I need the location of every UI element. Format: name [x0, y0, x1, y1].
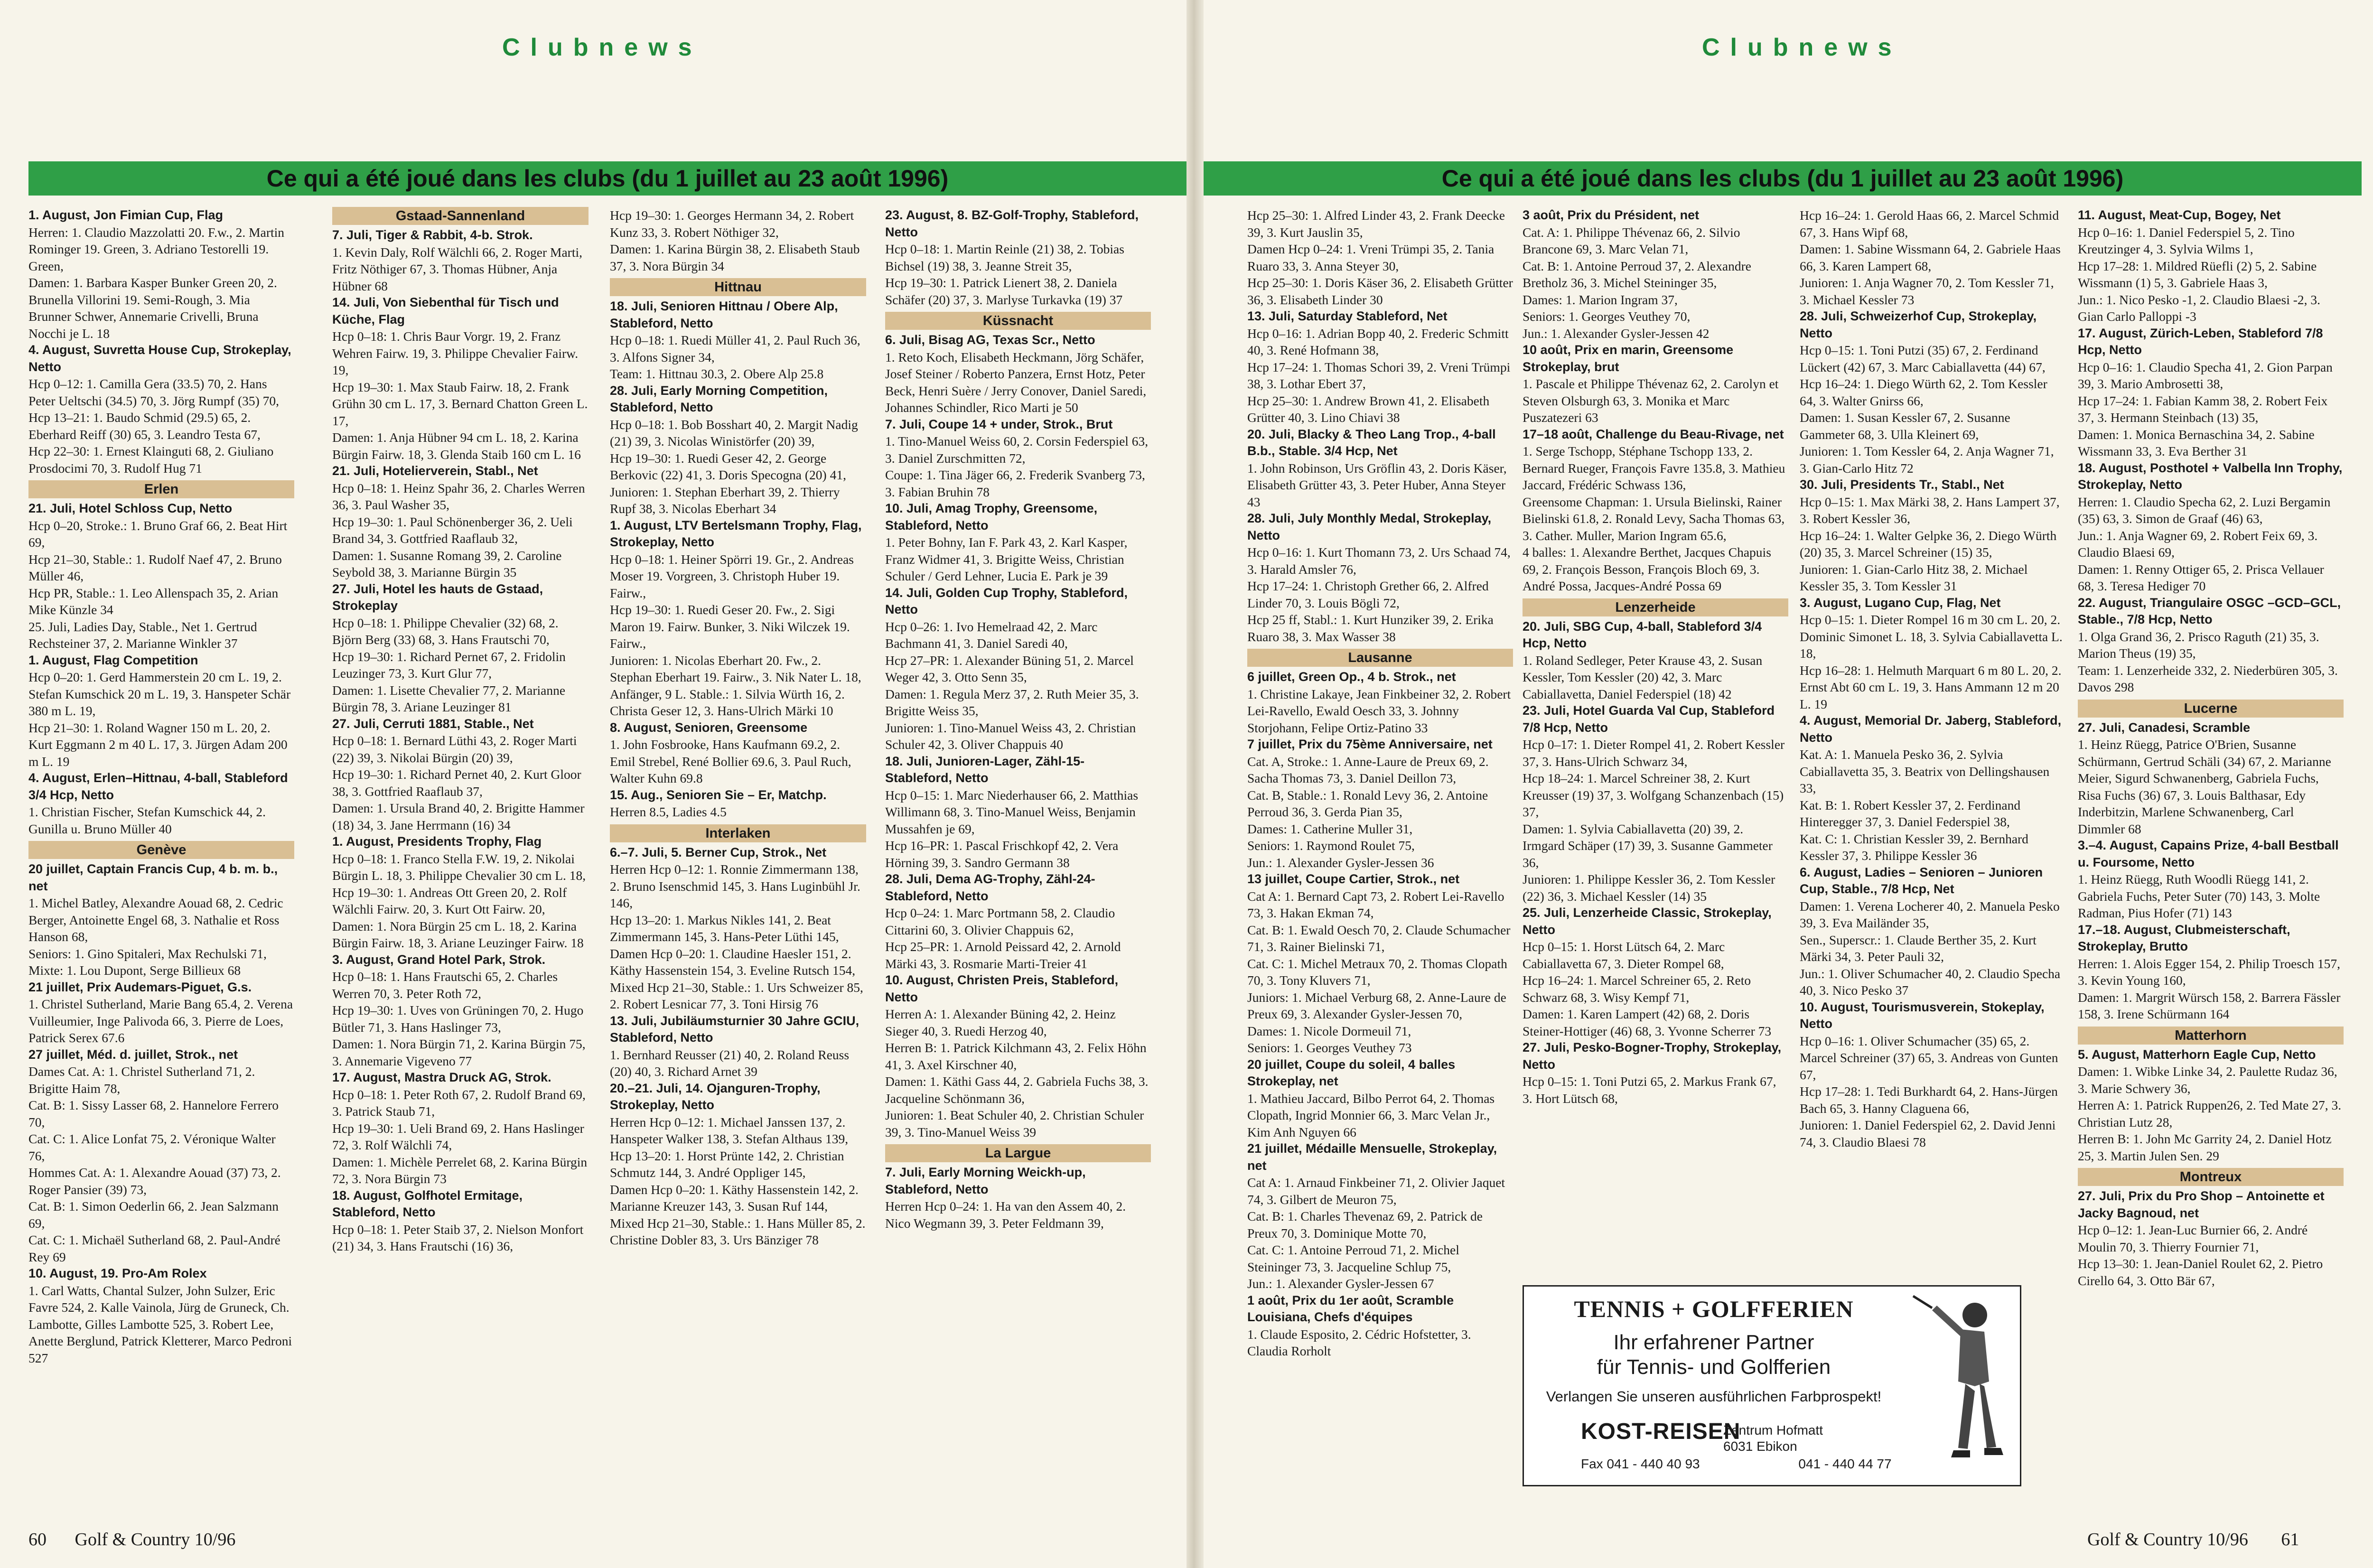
result-text: 4 balles: 1. Alexandre Berthet, Jacques Chapuis 69, 2. François Besson, François Bloch 69, 3. André Possa, Jacques-André Possa 69: [1523, 545, 1771, 593]
result-heading: 13. Juli, Jubiläumsturnier 30 Jahre GCIU, Stableford, Netto: [610, 1013, 860, 1045]
club-heading-matterhorn: Matterhorn: [2078, 1027, 2344, 1045]
result-heading: 27 juillet, Méd. d. juillet, Strok., net: [28, 1047, 238, 1062]
result-heading: 13. Juli, Saturday Stableford, Net: [1247, 309, 1448, 323]
club-heading-lenzerheide: Lenzerheide: [1523, 598, 1788, 616]
result-text: Hcp 0–18: 1. Peter Roth 67, 2. Rudolf Brand 69, 3. Patrick Staub 71,: [332, 1087, 586, 1119]
result-text: Hcp 16–24: 1. Gerold Haas 66, 2. Marcel Schmid 67, 3. Hans Wipf 68,: [1800, 208, 2059, 240]
result-text: Cat. B, Stable.: 1. Ronald Levy 36, 2. Antoine Perroud 36, 3. Gerda Pian 35,: [1247, 787, 1488, 819]
result-text: Anfänger, 9 L. Stable.: 1. Silvia Würth 16, 2. Christa Geser 12, 3. Hans-Ulrich Märki 10: [610, 686, 845, 718]
result-heading: 6.–7. Juli, 5. Berner Cup, Strok., Net: [610, 845, 827, 859]
result-text: Herren B: 1. John Mc Garrity 24, 2. Daniel Hotz 25, 3. Martin Julen Sen. 29: [2078, 1131, 2332, 1163]
club-heading-hittnau: Hittnau: [610, 278, 866, 296]
result-text: Dames: 1. Nicole Dormeuil 71,: [1247, 1023, 1411, 1038]
column-8: [2078, 207, 2344, 1289]
result-heading: 20. Juli, Blacky & Theo Lang Trop., 4-ball B.b., Stable. 3/4 Hcp, Net: [1247, 427, 1496, 458]
golfer-illustration: [1904, 1291, 2013, 1479]
result-text: Hcp 0–18: 1. Heiner Spörri 19. Gr., 2. Andreas Moser 19. Vorgreen, 3. Christoph Huber 19. Fairw.,: [610, 551, 854, 600]
result-text: Jun.: 1. Anja Wagner 69, 2. Robert Feix 69, 3. Claudio Blaesi 69,: [2078, 528, 2318, 560]
result-text: 1. Bernhard Reusser (21) 40, 2. Roland Reuss (20) 40, 3. Richard Arnet 39: [610, 1047, 850, 1079]
result-text: Herren Hcp 0–24: 1. Ha van den Assem 40, 2. Nico Wegmann 39, 3. Peter Feldmann 39,: [885, 1199, 1126, 1231]
result-text: 1. John Fosbrooke, Hans Kaufmann 69.2, 2. Emil Strebel, René Bollier 69.6, 3. Paul Ruch, Walter Kuhn 69.8: [610, 737, 851, 785]
result-heading: 30. Juli, Presidents Tr., Stabl., Net: [1800, 477, 2004, 492]
result-text: Hcp 0–17: 1. Dieter Rompel 41, 2. Robert Kessler 37, 3. Hans-Ulrich Schwarz 34,: [1523, 737, 1785, 769]
result-text: Coupe: 1. Tina Jäger 66, 2. Frederik Svanberg 73, 3. Fabian Bruhin 78: [885, 467, 1145, 499]
result-text: Hcp 16–28: 1. Helmuth Marquart 6 m 80 L. 20, 2. Ernst Abt 60 cm L. 19, 3. Hans Ammann 12 m 20 L. 19: [1800, 663, 2062, 711]
result-heading: 14. Juli, Von Siebenthal für Tisch und Küche, Flag: [332, 295, 559, 327]
result-heading: 23. August, 8. BZ-Golf-Trophy, Stableford, Netto: [885, 208, 1139, 239]
result-text: Seniors: 1. Georges Veuthey 70,: [1523, 309, 1691, 324]
ad-phone: 041 - 440 44 77: [1798, 1456, 1892, 1471]
ad-tagline-line2: für Tennis- und Golfferien: [1597, 1355, 1831, 1379]
result-text: 1. Christel Sutherland, Marie Bang 65.4, 2. Verena Vuilleumier, Inge Palivoda 66, 3. Pierre de Loes, Patrick Serex 67.6: [28, 997, 293, 1045]
column-3: [610, 207, 866, 1249]
result-text: 1. Roland Sedleger, Peter Krause 43, 2. Susan Kessler, Tom Kessler (20) 42, 3. Marc Cabiallavetta, Daniel Federspiel (18) 42: [1523, 653, 1763, 701]
result-text: Hcp 0–20: 1. Gerd Hammerstein 20 cm L. 19, 2. Stefan Kumschick 20 m L. 19, 3. Hanspeter Schär 380 m L. 19,: [28, 670, 291, 718]
result-text: 1. Carl Watts, Chantal Sulzer, John Sulzer, Eric Favre 524, 2. Kalle Vainola, Jürg de Gruneck, Ch. Lambotte, Gilles Lambotte 525, 3. Robert Lee, Anette Berglund, Patrick Kletterer, Marco Pedroni 527: [28, 1283, 292, 1365]
result-text: Hcp 0–15: 1. Marc Niederhauser 66, 2. Matthias Willimann 68, 3. Tino-Manuel Weiss, Benjamin Mussahfen je 69,: [885, 787, 1139, 836]
result-text: Hcp 17–28: 1. Tedi Burkhardt 64, 2. Hans-Jürgen Bach 65, 3. Hanny Claguena 66,: [1800, 1084, 2058, 1116]
result-text: Cat. C: 1. Antoine Perroud 71, 2. Michel Steininger 73, 3. Jacqueline Schlup 75,: [1247, 1242, 1459, 1274]
result-text: Mixte: 1. Lou Dupont, Serge Billieux 68: [28, 963, 241, 978]
result-text: Junioren: 1. Daniel Federspiel 62, 2. David Jenni 74, 3. Claudio Blaesi 78: [1800, 1118, 2056, 1149]
result-heading: 14. Juli, Golden Cup Trophy, Stableford, Netto: [885, 585, 1128, 616]
result-heading: 10. August, 19. Pro-Am Rolex: [28, 1266, 207, 1280]
club-heading-montreux: Montreux: [2078, 1168, 2344, 1186]
result-text: Hcp 0–18: 1. Chris Baur Vorgr. 19, 2. Franz Wehren Fairw. 19, 3. Philippe Chevalier Fairw. 19,: [332, 329, 579, 377]
result-text: Hcp 0–16: 1. Claudio Specha 41, 2. Gion Parpan 39, 3. Mario Ambrosetti 38,: [2078, 359, 2333, 391]
result-text: Damen: 1. Karina Bürgin 38, 2. Elisabeth Staub 37, 3. Nora Bürgin 34: [610, 242, 860, 273]
result-text: Damen: 1. Barbara Kasper Bunker Green 20, 2. Brunella Villorini 19. Semi-Rough, 3. Mia Brunner Schwer, Annemarie Crivelli, Bruna Nocchi je L. 18: [28, 275, 277, 341]
result-heading: 27. Juli, Prix du Pro Shop – Antoinette et Jacky Bagnoud, net: [2078, 1189, 2325, 1220]
result-heading: 18. August, Posthotel + Valbella Inn Trophy, Strokeplay, Netto: [2078, 460, 2343, 492]
result-text: Damen Hcp 0–20: 1. Claudine Haesler 151, 2. Käthy Hassenstein 154, 3. Eveline Rutsch 154,: [610, 946, 856, 978]
result-text: Hcp 13–20: 1. Horst Prünte 142, 2. Christian Schmutz 144, 3. André Oppliger 145,: [610, 1148, 844, 1180]
result-text: Herren 8.5, Ladies 4.5: [610, 804, 727, 819]
magazine-title: Golf & Country 10/96: [75, 1530, 236, 1549]
result-heading: 10. August, Tourismusverein, Stokeplay, Netto: [1800, 999, 2045, 1031]
result-text: 1. Peter Bohny, Ian F. Park 43, 2. Karl Kasper, Franz Widmer 41, 3. Brigitte Weiss, Christian Schuler / Gerd Lehner, Lucia E. Park je 39: [885, 535, 1128, 583]
result-heading: 1. August, LTV Bertelsmann Trophy, Flag, Strokeplay, Netto: [610, 518, 862, 549]
result-heading: 17. August, Mastra Druck AG, Strok.: [332, 1070, 551, 1084]
club-heading-erlen: Erlen: [28, 480, 294, 498]
result-text: Seniors: 1. Raymond Roulet 75,: [1247, 838, 1415, 853]
result-heading: 7. Juli, Early Morning Weickh-up, Stableford, Netto: [885, 1165, 1086, 1196]
result-text: 1. Pascale et Philippe Thévenaz 62, 2. Carolyn et Steven Olsburgh 63, 3. Monika et Marc Puszatezeri 63: [1523, 376, 1779, 425]
result-text: Juniors: 1. Michael Verburg 68, 2. Anne-Laure de Preux 69, 3. Alexander Gysler-Jessen 70,: [1247, 989, 1506, 1021]
result-text: Mixed Hcp 21–30, Stable.: 1. Hans Müller 85, 2. Christine Dobler 83, 3. Urs Bänziger 78: [610, 1215, 866, 1247]
ad-contact: [1581, 1456, 1892, 1472]
result-text: Hcp 0–26: 1. Ivo Hemelraad 42, 2. Marc Bachmann 41, 3. Daniel Saredi 40,: [885, 619, 1098, 651]
result-heading: 10. Juli, Amag Trophy, Greensome, Stableford, Netto: [885, 501, 1098, 532]
result-text: Damen: 1. Wibke Linke 34, 2. Paulette Rudaz 36, 3. Marie Schwery 36,: [2078, 1064, 2337, 1096]
result-text: Junioren: 1. Philippe Kessler 36, 2. Tom Kessler (22) 36, 3. Michael Kessler (14) 35: [1523, 872, 1775, 904]
result-heading: 28. Juli, July Monthly Medal, Strokeplay, Netto: [1247, 511, 1492, 542]
result-text: Hcp 13–21: 1. Baudo Schmid (29.5) 65, 2. Eberhard Reiff (30) 65, 3. Leandro Testa 67,: [28, 410, 261, 442]
club-heading-interlaken: Interlaken: [610, 824, 866, 842]
result-text: Damen: 1. Lisette Chevalier 77, 2. Marianne Bürgin 78, 3. Ariane Leuzinger 81: [332, 682, 566, 714]
result-heading: 11. August, Meat-Cup, Bogey, Net: [2078, 208, 2281, 222]
result-text: Hcp 0–18: 1. Bob Bosshart 40, 2. Margit Nadig (21) 39, 3. Nicolas Winistörfer (20) 39,: [610, 417, 858, 448]
section-banner: Ce qui a été joué dans les clubs (du 1 juillet au 23 août 1996): [28, 161, 1186, 196]
result-text: Junioren: 1. Anja Wagner 70, 2. Tom Kessler 71, 3. Michael Kessler 73: [1800, 275, 2054, 307]
result-text: Hcp 25–30: 1. Alfred Linder 43, 2. Frank Deecke 39, 3. Kurt Jauslin 35,: [1247, 208, 1505, 240]
page-footer-left: [28, 1529, 235, 1550]
result-text: Cat. A, Stroke.: 1. Anne-Laure de Preux 69, 2. Sacha Thomas 73, 3. Daniel Deillon 73,: [1247, 754, 1489, 785]
result-text: 1. Christian Fischer, Stefan Kumschick 44, 2. Gunilla u. Bruno Müller 40: [28, 804, 266, 836]
result-heading: 3 août, Prix du Président, net: [1523, 208, 1700, 222]
result-text: Hcp 0–15: 1. Toni Putzi (35) 67, 2. Ferdinand Lückert (42) 67, 3. Marc Cabiallavetta (44) 67,: [1800, 343, 2046, 374]
result-heading: 20.–21. Juli, 14. Ojanguren-Trophy, Strokeplay, Netto: [610, 1081, 821, 1112]
result-text: Hcp 25–PR: 1. Arnold Peissard 42, 2. Arnold Märki 43, 3. Rosmarie Marti-Treier 41: [885, 939, 1121, 971]
result-text: 1. Olga Grand 36, 2. Prisco Raguth (21) 35, 3. Marion Theus (19) 35,: [2078, 629, 2319, 661]
result-text: 1. Kevin Daly, Rolf Wälchli 66, 2. Roger Marti, Fritz Nöthiger 67, 3. Thomas Hübner, Anja Hübner 68: [332, 244, 582, 293]
ad-tagline: [1533, 1330, 1894, 1380]
ad-fax: Fax 041 - 440 40 93: [1581, 1456, 1700, 1471]
result-text: Team: 1. Hittnau 30.3, 2. Obere Alp 25.8: [610, 366, 824, 381]
result-text: Cat. C: 1. Alice Lonfat 75, 2. Véronique Walter 76,: [28, 1131, 276, 1163]
result-heading: 27. Juli, Pesko-Bogner-Trophy, Strokeplay, Netto: [1523, 1040, 1782, 1072]
result-text: Hcp 16–24: 1. Diego Würth 62, 2. Tom Kessler 64, 3. Walter Gnirss 66,: [1800, 376, 2047, 408]
result-text: Damen: 1. Sabine Wissmann 64, 2. Gabriele Haas 66, 3. Karen Lampert 68,: [1800, 242, 2061, 273]
result-text: Jun.: 1. Nico Pesko -1, 2. Claudio Blaesi -2, 3. Gian Carlo Palloppi -3: [2078, 292, 2321, 324]
result-text: Junioren: 1. Beat Schuler 40, 2. Christian Schuler 39, 3. Tino-Manuel Weiss 39: [885, 1108, 1144, 1139]
result-text: Hcp 19–30: 1. Uves von Grüningen 70, 2. Hugo Bütler 71, 3. Hans Haslinger 73,: [332, 1003, 584, 1035]
result-text: Kat. B: 1. Robert Kessler 37, 2. Ferdinand Hinteregger 37, 3. Daniel Federspiel 38,: [1800, 797, 2021, 829]
result-text: 1. Tino-Manuel Weiss 60, 2. Corsin Federspiel 63, 3. Daniel Zurschmitten 72,: [885, 434, 1149, 466]
result-text: Junioren: 1. Gian-Carlo Hitz 38, 2. Michael Kessler 35, 3. Tom Kessler 31: [1800, 561, 2028, 593]
result-text: Hcp 0–16: 1. Adrian Bopp 40, 2. Frederic Schmitt 40, 3. René Hofmann 38,: [1247, 326, 1509, 357]
result-heading: 4. August, Memorial Dr. Jaberg, Stableford, Netto: [1800, 713, 2062, 745]
result-heading: 20 juillet, Coupe du soleil, 4 balles Strokeplay, net: [1247, 1057, 1456, 1088]
result-text: Damen Hcp 0–20: 1. Käthy Hassenstein 142, 2. Marianne Kreuzer 143, 3. Susan Ruf 144,: [610, 1182, 859, 1213]
result-text: Cat. C: 1. Michel Metraux 70, 2. Thomas Clopath 70, 3. Tony Kluvers 71,: [1247, 956, 1507, 988]
result-text: 1. Heinz Rüegg, Patrice O'Brien, Susanne Schürmann, Gertrud Schäli (34) 67, 2. Marianne Meier, Sigurd Schwanenberg, Gabriela Fuchs, Risa Fuchs (36) 67, 3. Louis Balthasar, Edy Inderbitzin, Marlene Schwanenberg, Carl Dimmler 68: [2078, 737, 2331, 836]
result-text: Hcp 17–28: 1. Mildred Rüefli (2) 5, 2. Sabine Wissmann (1) 5, 3. Gabriele Haas 3,: [2078, 258, 2317, 290]
result-text: Jun.: 1. Alexander Gysler-Jessen 67: [1247, 1276, 1434, 1291]
result-text: Jun.: 1. Alexander Gysler-Jessen 42: [1523, 326, 1710, 341]
result-text: Hcp 21–30, Stable.: 1. Rudolf Naef 47, 2. Bruno Müller 46,: [28, 551, 282, 583]
result-text: Hcp 0–16: 1. Oliver Schumacher (35) 65, 2. Marcel Schreiner (37) 65, 3. Andreas von Gunten 67,: [1800, 1033, 2058, 1082]
result-text: Hcp 16–24: 1. Walter Gelpke 36, 2. Diego Würth (20) 35, 3. Marcel Schreiner (15) 35,: [1800, 528, 2057, 560]
result-text: Cat A: 1. Bernard Capt 73, 2. Robert Lei-Ravello 73, 3. Hakan Ekman 74,: [1247, 888, 1504, 920]
result-heading: 20. Juli, SBG Cup, 4-ball, Stableford 3/4 Hcp, Netto: [1523, 619, 1762, 650]
result-text: Hcp 25 ff, Stabl.: 1. Kurt Hunziker 39, 2. Erika Ruaro 38, 3. Max Wasser 38: [1247, 612, 1494, 644]
page-gutter: [1186, 0, 1204, 1568]
ad-address-line1: Zentrum Hofmatt: [1723, 1423, 1823, 1437]
result-text: 25. Juli, Ladies Day, Stable., Net 1. Gertrud Rechsteiner 37, 2. Marianne Winkler 37: [28, 619, 257, 651]
result-heading: 10. August, Christen Preis, Stableford, Netto: [885, 973, 1119, 1004]
result-text: Junioren: 1. Stephan Eberhart 39, 2. Thierry Rupf 38, 3. Nicolas Eberhart 34: [610, 484, 840, 516]
result-heading: 17.–18. August, Clubmeisterschaft, Strokeplay, Brutto: [2078, 922, 2290, 953]
result-text: Herren: 1. Claudio Specha 62, 2. Luzi Bergamin (35) 63, 3. Simon de Graaf (46) 63,: [2078, 494, 2331, 526]
result-text: 1. Claude Esposito, 2. Cédric Hofstetter, 3. Claudia Rorholt: [1247, 1326, 1471, 1358]
result-text: Jun.: 1. Oliver Schumacher 40, 2. Claudio Specha 40, 3. Nico Pesko 37: [1800, 966, 2061, 998]
result-text: Herren A: 1. Alexander Büning 42, 2. Heinz Sieger 40, 3. Ruedi Herzog 40,: [885, 1007, 1116, 1038]
result-heading: 7. Juli, Coupe 14 + under, Strok., Brut: [885, 417, 1113, 431]
result-heading: 1. August, Presidents Trophy, Flag: [332, 834, 542, 849]
result-text: Hcp 0–18: 1. Franco Stella F.W. 19, 2. Nikolai Bürgin L. 18, 3. Philippe Chevalier 30 cm L. 18,: [332, 851, 586, 883]
result-text: Damen: 1. Verena Locherer 40, 2. Manuela Pesko 39, 3. Eva Mailänder 35,: [1800, 898, 2060, 930]
result-text: Hcp 19–30: 1. Patrick Lienert 38, 2. Daniela Schäfer (20) 37, 3. Marlyse Turkavka (19) 37: [885, 275, 1123, 307]
result-heading: 17. August, Zürich-Leben, Stableford 7/8 Hcp, Netto: [2078, 326, 2323, 357]
result-text: Damen Hcp 0–24: 1. Vreni Trümpi 35, 2. Tania Ruaro 33, 3. Anna Steyer 30,: [1247, 242, 1495, 273]
result-text: Hcp 0–15: 1. Toni Putzi 65, 2. Markus Frank 67, 3. Hort Lütsch 68,: [1523, 1074, 1776, 1106]
column-1: [28, 207, 294, 1366]
club-heading-geneve: Genève: [28, 841, 294, 859]
result-heading: 3. August, Grand Hotel Park, Strok.: [332, 952, 546, 967]
left-page: [0, 0, 1186, 1568]
result-text: Hcp 27–PR: 1. Alexander Büning 51, 2. Marcel Weger 42, 3. Otto Senn 35,: [885, 653, 1134, 684]
result-text: Herren Hcp 0–12: 1. Ronnie Zimmermann 138, 2. Bruno Isenschmid 145, 3. Hans Luginbühl Jr. 146,: [610, 862, 860, 910]
result-heading: 7. Juli, Tiger & Rabbit, 4-b. Strok.: [332, 228, 533, 242]
result-text: Herren: 1. Claudio Mazzolatti 20. F.w., 2. Martin Rominger 19. Green, 3. Adriano Testorelli 19. Green,: [28, 224, 285, 273]
result-text: Cat. C: 1. Michaël Sutherland 68, 2. Paul-André Rey 69: [28, 1232, 280, 1264]
result-heading: 4. August, Suvretta House Cup, Strokeplay, Netto: [28, 343, 291, 374]
result-heading: 6 juillet, Green Op., 4 b. Strok., net: [1247, 670, 1456, 684]
result-heading: 17–18 août, Challenge du Beau-Rivage, net: [1523, 427, 1784, 441]
page-number: 60: [28, 1530, 47, 1549]
result-text: Hcp 13–30: 1. Jean-Daniel Roulet 62, 2. Pietro Cirello 64, 3. Otto Bär 67,: [2078, 1256, 2323, 1288]
result-text: Hcp 0–12: 1. Jean-Luc Burnier 66, 2. André Moulin 70, 3. Thierry Fournier 71,: [2078, 1223, 2308, 1254]
club-heading-gstaad: Gstaad-Sannenland: [332, 207, 589, 225]
result-heading: 6. August, Ladies – Senioren – Junioren Cup, Stable., 7/8 Hcp, Net: [1800, 865, 2043, 896]
page-footer-right: [2087, 1529, 2299, 1550]
result-text: Dames: 1. Marion Ingram 37,: [1523, 292, 1678, 307]
result-text: Greensome Chapman: 1. Ursula Bielinski, Rainer Bielinski 61.8, 2. Ronald Levy, Sacha Thomas 63, 3. Cather. Muller, Marion Ingram 65.6,: [1523, 494, 1785, 543]
result-text: Hcp 16–PR: 1. Pascal Frischkopf 42, 2. Vera Hörning 39, 3. Sandro Germann 38: [885, 838, 1119, 870]
result-text: 1. Mathieu Jaccard, Bilbo Perrot 64, 2. Thomas Clopath, Ingrid Monnier 66, 3. Marc Velan Jr., Kim Anh Nguyen 66: [1247, 1091, 1495, 1139]
result-text: 1. Heinz Rüegg, Ruth Woodli Rüegg 141, 2. Gabriela Fuchs, Peter Suter (70) 143, 3. Molte Radman, Pius Hofer (71) 143: [2078, 872, 2320, 920]
result-text: Herren Hcp 0–12: 1. Michael Janssen 137, 2. Hanspeter Walker 138, 3. Stefan Althaus 139,: [610, 1114, 849, 1146]
result-text: Hcp 19–30: 1. Paul Schönenberger 36, 2. Ueli Brand 34, 3. Gottfried Raaflaub 32,: [332, 514, 573, 546]
result-text: Hcp 16–24: 1. Marcel Schreiner 65, 2. Reto Schwarz 68, 3. Wisy Kempf 71,: [1523, 973, 1751, 1005]
club-heading-kussnacht: Küssnacht: [885, 312, 1151, 330]
result-text: Hcp 0–18: 1. Bernard Lüthi 43, 2. Roger Marti (22) 39, 3. Nikolai Bürgin (20) 39,: [332, 733, 577, 765]
result-heading: 21. Juli, Hotel Schloss Cup, Netto: [28, 501, 233, 515]
result-text: Hcp 0–24: 1. Marc Portmann 58, 2. Claudio Cittarini 60, 3. Olivier Chappuis 62,: [885, 905, 1115, 937]
section-banner: Ce qui a été joué dans les clubs (du 1 juillet au 23 août 1996): [1204, 161, 2362, 196]
clubnews-heading: Clubnews: [1702, 34, 1902, 61]
result-text: Hcp 19–30: 1. Georges Hermann 34, 2. Robert Kunz 33, 3. Robert Nöthiger 32,: [610, 208, 854, 240]
column-2: [332, 207, 589, 1255]
result-text: Damen: 1. Margrit Würsch 158, 2. Barrera Fässler 158, 3. Irene Schürmann 164: [2078, 989, 2341, 1021]
result-text: Kat. C: 1. Christian Kessler 39, 2. Bernhard Kessler 37, 3. Philippe Kessler 36: [1800, 831, 2028, 863]
result-text: Herren A: 1. Patrick Ruppen26, 2. Ted Mate 27, 3. Christian Lutz 28,: [2078, 1098, 2342, 1129]
result-heading: 6. Juli, Bisag AG, Texas Scr., Netto: [885, 333, 1095, 347]
result-text: Hcp 25–30: 1. Doris Käser 36, 2. Elisabeth Grütter 36, 3. Elisabeth Linder 30: [1247, 275, 1513, 307]
result-text: Dames: 1. Catherine Muller 31,: [1247, 821, 1413, 836]
result-text: Damen: 1. Käthi Gass 44, 2. Gabriela Fuchs 38, 3. Jacqueline Schönmann 36,: [885, 1074, 1149, 1106]
result-text: Team: 1. Lenzerheide 332, 2. Niederbüren 305, 3. Davos 298: [2078, 663, 2338, 694]
result-text: Hcp 17–24: 1. Fabian Kamm 38, 2. Robert Feix 37, 3. Hermann Steinbach (13) 35,: [2078, 393, 2328, 425]
result-heading: 28. Juli, Early Morning Competition, Stableford, Netto: [610, 383, 828, 414]
column-4: [885, 207, 1151, 1232]
result-text: Cat A: 1. Arnaud Finkbeiner 71, 2. Olivier Jaquet 74, 3. Gilbert de Meuron 75,: [1247, 1175, 1505, 1207]
result-text: Hommes Cat. A: 1. Alexandre Aouad (37) 73, 2. Roger Pansier (39) 73,: [28, 1165, 281, 1197]
result-text: Hcp 0–20, Stroke.: 1. Bruno Graf 66, 2. Beat Hirt 69,: [28, 518, 288, 550]
result-heading: 18. August, Golfhotel Ermitage, Stableford, Netto: [332, 1188, 523, 1219]
result-heading: 22. August, Triangulaire OSGC –GCD–GCL, Stable., 7/8 Hcp, Netto: [2078, 595, 2341, 626]
result-text: Hcp PR, Stable.: 1. Leo Allenspach 35, 2. Arian Mike Künzle 34: [28, 585, 279, 617]
result-text: Hcp 0–15: 1. Max Märki 38, 2. Hans Lampert 37, 3. Robert Kessler 36,: [1800, 494, 2060, 526]
result-text: Hcp 19–30: 1. Ueli Brand 69, 2. Hans Haslinger 72, 3. Rolf Wälchli 74,: [332, 1120, 584, 1152]
result-text: Damen: 1. Michèle Perrelet 68, 2. Karina Bürgin 72, 3. Nora Bürgin 73: [332, 1154, 588, 1186]
result-text: Damen: 1. Karen Lampert (42) 68, 2. Doris Steiner-Hottiger (46) 68, 3. Yvonne Scherrer 73: [1523, 1007, 1772, 1038]
result-text: Hcp 0–18: 1. Philippe Chevalier (32) 68, 2. Björn Berg (33) 68, 3. Hans Frautschi 70,: [332, 615, 559, 647]
result-text: Hcp 0–18: 1. Martin Reinle (21) 38, 2. Tobias Bichsel (19) 38, 3. Jeanne Streit 35,: [885, 242, 1124, 273]
result-heading: 8. August, Senioren, Greensome: [610, 720, 808, 735]
column-6: [1523, 207, 1788, 1107]
result-text: 1. Michel Batley, Alexandre Aouad 68, 2. Cedric Berger, Antoinette Engel 68, 3. Nathalie et Ross Hanson 68,: [28, 896, 283, 944]
result-text: Cat. B: 1. Simon Oederlin 66, 2. Jean Salzmann 69,: [28, 1199, 279, 1231]
result-heading: 23. Juli, Hotel Guarda Val Cup, Stableford 7/8 Hcp, Netto: [1523, 703, 1775, 735]
result-heading: 27. Juli, Hotel les hauts de Gstaad, Strokeplay: [332, 581, 543, 613]
result-text: Hcp 21–30: 1. Roland Wagner 150 m L. 20, 2. Kurt Eggmann 2 m 40 L. 17, 3. Jürgen Adam 200 m L. 19: [28, 720, 288, 769]
magazine-title: Golf & Country 10/96: [2087, 1530, 2248, 1549]
result-text: Damen: 1. Nora Bürgin 25 cm L. 18, 2. Karina Bürgin Fairw. 18, 3. Ariane Leuzinger Fairw. 18: [332, 918, 584, 950]
result-text: Hcp 19–30: 1. Ruedi Geser 42, 2. George Berkovic (22) 41, 3. Doris Specogna (20) 41,: [610, 450, 846, 482]
result-text: Seniors: 1. Gino Spitaleri, Max Rechulski 71,: [28, 946, 267, 961]
result-text: Hcp 18–24: 1. Marcel Schreiner 38, 2. Kurt Kreusser (19) 37, 3. Wolfgang Schanzenbach (15) 37,: [1523, 771, 1784, 819]
result-heading: 15. Aug., Senioren Sie – Er, Matchp.: [610, 787, 827, 802]
result-text: Hcp 25–30: 1. Andrew Brown 41, 2. Elisabeth Grütter 40, 3. Lino Chiavi 38: [1247, 393, 1490, 425]
result-text: Hcp 0–15: 1. Dieter Rompel 16 m 30 cm L. 20, 2. Dominic Simonet L. 18, 3. Sylvia Cabiallavetta L. 18,: [1800, 612, 2063, 661]
result-text: Hcp 0–16: 1. Kurt Thomann 73, 2. Urs Schaad 74, 3. Harald Amsler 76,: [1247, 545, 1511, 577]
result-text: Damen: 1. Ursula Brand 40, 2. Brigitte Hammer (18) 34, 3. Jane Herrmann (16) 34: [332, 801, 585, 832]
club-heading-la-largue: La Largue: [885, 1144, 1151, 1162]
result-text: Damen: 1. Susan Kessler 67, 2. Susanne Gammeter 68, 3. Ulla Kleinert 69,: [1800, 410, 2010, 442]
result-text: Hcp 19–30: 1. Richard Pernet 67, 2. Fridolin Leuzinger 73, 3. Kurt Glur 77,: [332, 649, 566, 681]
result-heading: 21 juillet, Prix Audemars-Piguet, G.s.: [28, 980, 252, 994]
result-text: Damen: 1. Nora Bürgin 71, 2. Karina Bürgin 75, 3. Annemarie Vigeveno 77: [332, 1036, 586, 1068]
clubnews-heading: Clubnews: [502, 34, 702, 61]
result-text: Hcp 0–18: 1. Ruedi Müller 41, 2. Paul Ruch 36, 3. Alfons Signer 34,: [610, 333, 860, 364]
result-text: Damen: 1. Anja Hübner 94 cm L. 18, 2. Karina Bürgin Fairw. 18, 3. Glenda Staib 160 cm L. 16: [332, 430, 581, 462]
result-text: Hcp 19–30: 1. Andreas Ott Green 20, 2. Rolf Wälchli Fairw. 20, 3. Kurt Ott Fairw. 20,: [332, 885, 567, 916]
result-heading: 10 août, Prix en marin, Greensome Strokeplay, brut: [1523, 343, 1734, 374]
club-heading-lucerne: Lucerne: [2078, 700, 2344, 718]
result-text: Hcp 13–20: 1. Markus Nikles 141, 2. Beat Zimmermann 145, 3. Hans-Peter Lüthi 145,: [610, 912, 839, 944]
result-text: Herren B: 1. Patrick Kilchmann 43, 2. Felix Höhn 41, 3. Axel Kirschner 40,: [885, 1040, 1147, 1072]
result-text: Hcp 22–30: 1. Ernest Klainguti 68, 2. Giuliano Prosdocimi 70, 3. Rudolf Hug 71: [28, 444, 274, 476]
result-text: Sen., Superscr.: 1. Claude Berther 35, 2. Kurt Märki 34, 3. Peter Pauli 32,: [1800, 932, 2037, 964]
result-text: Hcp 0–15: 1. Horst Lütsch 64, 2. Marc Cabiallavetta 67, 3. Dieter Rompel 68,: [1523, 939, 1725, 971]
result-text: Kat. A: 1. Manuela Pesko 36, 2. Sylvia Cabiallavetta 35, 3. Beatrix von Dellingshausen 33,: [1800, 747, 2050, 795]
result-text: Cat. B: 1. Ewald Oesch 70, 2. Claude Schumacher 71, 3. Rainer Bielinski 71,: [1247, 922, 1511, 954]
result-text: Hcp 0–18: 1. Heinz Spahr 36, 2. Charles Werren 36, 3. Paul Washer 35,: [332, 480, 585, 512]
club-heading-lausanne: Lausanne: [1247, 649, 1513, 667]
result-heading: 20 juillet, Captain Francis Cup, 4 b. m. b., net: [28, 862, 278, 893]
result-heading: 25. Juli, Lenzerheide Classic, Strokeplay, Netto: [1523, 905, 1772, 937]
ad-address: [1723, 1422, 1823, 1455]
result-text: Seniors: 1. Georges Veuthey 73: [1247, 1040, 1412, 1055]
result-text: Jun.: 1. Alexander Gysler-Jessen 36: [1247, 855, 1434, 870]
result-heading: 5. August, Matterhorn Eagle Cup, Netto: [2078, 1047, 2316, 1062]
result-heading: 21 juillet, Médaille Mensuelle, Strokeplay, net: [1247, 1141, 1497, 1173]
result-text: Herren: 1. Alois Egger 154, 2. Philip Troesch 157, 3. Kevin Young 160,: [2078, 956, 2341, 988]
ad-subline: Verlangen Sie unseren ausführlichen Farbprospekt!: [1546, 1388, 1882, 1405]
result-heading: 13 juillet, Coupe Cartier, Strok., net: [1247, 872, 1460, 886]
result-text: Cat. B: 1. Antoine Perroud 37, 2. Alexandre Bretholz 36, 3. Michel Steininger 35,: [1523, 258, 1751, 290]
result-heading: 18. Juli, Senioren Hittnau / Obere Alp, Stableford, Netto: [610, 299, 838, 330]
result-heading: 18. Juli, Junioren-Lager, Zähl-15-Stableford, Netto: [885, 754, 1085, 785]
result-heading: 4. August, Erlen–Hittnau, 4-ball, Stableford 3/4 Hcp, Netto: [28, 771, 288, 802]
result-heading: 1 août, Prix du 1er août, Scramble Louisiana, Chefs d'équipes: [1247, 1293, 1454, 1324]
result-heading: 3.–4. August, Capains Prize, 4-ball Bestball u. Foursome, Netto: [2078, 838, 2339, 869]
result-text: Hcp 0–18: 1. Peter Staib 37, 2. Nielson Monfort (21) 34, 3. Hans Frautschi (16) 36,: [332, 1222, 584, 1253]
result-text: Hcp 0–16: 1. Daniel Federspiel 5, 2. Tino Kreutzinger 4, 3. Sylvia Wilms 1,: [2078, 224, 2295, 256]
result-text: Damen: 1. Renny Ottiger 65, 2. Prisca Vellauer 68, 3. Teresa Hediger 70: [2078, 561, 2324, 593]
column-5: [1247, 207, 1513, 1360]
column-7: [1800, 207, 2065, 1150]
result-text: Dames Cat. A: 1. Christel Sutherland 71, 2. Brigitte Haim 78,: [28, 1064, 255, 1096]
result-heading: 28. Juli, Dema AG-Trophy, Zähl-24-Stableford, Netto: [885, 872, 1095, 903]
result-heading: 1. August, Jon Fimian Cup, Flag: [28, 208, 224, 222]
result-text: Junioren: 1. Tom Kessler 64, 2. Anja Wagner 71, 3. Gian-Carlo Hitz 72: [1800, 444, 2054, 476]
result-text: 1. John Robinson, Urs Gröflin 43, 2. Doris Käser, Elisabeth Grütter 43, 3. Peter Huber, Anna Steyer 43: [1247, 460, 1507, 509]
ad-title: TENNIS + GOLFFERIEN: [1574, 1296, 1854, 1322]
result-text: Cat. B: 1. Charles Thevenaz 69, 2. Patrick de Preux 70, 3. Dominique Motte 70,: [1247, 1209, 1483, 1241]
result-text: Mixed Hcp 21–30, Stable.: 1. Urs Schweizer 85, 2. Robert Lesnicar 77, 3. Toni Hirsig 76: [610, 980, 863, 1011]
result-heading: 27. Juli, Cerruti 1881, Stable., Net: [332, 716, 534, 731]
result-text: Damen: 1. Regula Merz 37, 2. Ruth Meier 35, 3. Brigitte Weiss 35,: [885, 686, 1139, 718]
result-text: Damen: 1. Sylvia Cabiallavetta (20) 39, 2. Irmgard Schäper (17) 39, 3. Susanne Gammeter 36,: [1523, 821, 1773, 870]
result-text: 1. Serge Tschopp, Stéphane Tschopp 133, 2. Bernard Rueger, François Favre 135.8, 3. Mathieu Jaccard, Frédéric Schwass 136,: [1523, 444, 1785, 492]
result-heading: 21. Juli, Hotelierverein, Stabl., Net: [332, 464, 538, 478]
result-text: Damen: 1. Monica Bernaschina 34, 2. Sabine Wissmann 33, 3. Eva Berther 31: [2078, 427, 2315, 458]
result-text: Hcp 0–12: 1. Camilla Gera (33.5) 70, 2. Hans Peter Ueltschi (34.5) 70, 3. Jörg Rumpf (35) 70,: [28, 376, 280, 408]
page-number: 61: [2281, 1530, 2299, 1549]
ad-tagline-line1: Ihr erfahrener Partner: [1613, 1331, 1814, 1354]
result-text: Hcp 0–18: 1. Hans Frautschi 65, 2. Charles Werren 70, 3. Peter Roth 72,: [332, 969, 558, 1001]
result-text: Hcp 19–30: 1. Ruedi Geser 20. Fw., 2. Sigi Maron 19. Fairw. Bunker, 3. Niki Wilczek 19. Fairw.,: [610, 602, 850, 651]
result-text: Junioren: 1. Tino-Manuel Weiss 43, 2. Christian Schuler 42, 3. Oliver Chappuis 40: [885, 720, 1136, 752]
result-heading: 7 juillet, Prix du 75ème Anniversaire, net: [1247, 737, 1493, 751]
result-text: Cat. B: 1. Sissy Lasser 68, 2. Hannelore Ferrero 70,: [28, 1098, 279, 1129]
result-text: Damen: 1. Susanne Romang 39, 2. Caroline Seybold 38, 3. Marianne Bürgin 35: [332, 548, 562, 579]
result-text: 1. Christine Lakaye, Jean Finkbeiner 32, 2. Robert Lei-Ravello, Ewald Oesch 33, 3. Johnny Storjohann, Felipe Ortiz-Patino 33: [1247, 686, 1511, 735]
result-text: 1. Reto Koch, Elisabeth Heckmann, Jörg Schäfer, Josef Steiner / Roberto Panzera, Ernst Hotz, Peter Beck, Henri Suère / Jerry Conover, Daniel Saredi, Johannes Schindler, Rico Marti je 50: [885, 349, 1147, 415]
result-heading: 27. Juli, Canadesi, Scramble: [2078, 720, 2251, 735]
result-text: Cat. A: 1. Philippe Thévenaz 66, 2. Silvio Brancone 69, 3. Marc Velan 71,: [1523, 224, 1740, 256]
result-text: Hcp 19–30: 1. Max Staub Fairw. 18, 2. Frank Grühn 30 cm L. 17, 3. Bernard Chatton Green L. 17,: [332, 379, 588, 428]
result-text: Hcp 19–30: 1. Richard Pernet 40, 2. Kurt Gloor 38, 3. Gottfried Raaflaub 37,: [332, 767, 581, 799]
result-text: Hcp 17–24: 1. Thomas Schori 39, 2. Vreni Trümpi 38, 3. Lothar Ebert 37,: [1247, 359, 1511, 391]
result-text: Hcp 17–24: 1. Christoph Grether 66, 2. Alfred Linder 70, 3. Louis Bögli 72,: [1247, 579, 1489, 610]
kost-reisen-logo: KOST-REISEN: [1581, 1419, 1741, 1444]
result-heading: 1. August, Flag Competition: [28, 653, 198, 667]
result-heading: 3. August, Lugano Cup, Flag, Net: [1800, 595, 2001, 610]
kost-reisen-ad[interactable]: [1523, 1285, 2021, 1486]
result-text: Junioren: 1. Nicolas Eberhart 20. Fw., 2. Stephan Eberhart 19. Fairw., 3. Nik Nater L. 18,: [610, 653, 861, 684]
result-heading: 28. Juli, Schweizerhof Cup, Strokeplay, Netto: [1800, 309, 2037, 340]
ad-address-line2: 6031 Ebikon: [1723, 1439, 1797, 1454]
